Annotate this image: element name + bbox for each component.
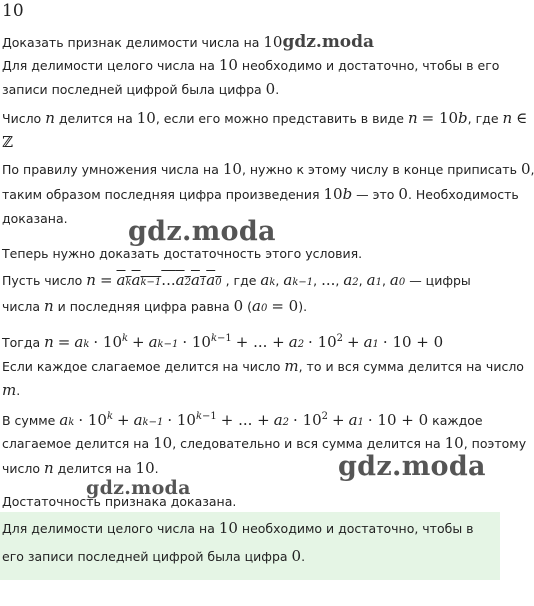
proof-line-9b: m. xyxy=(2,381,21,399)
proof-line-12: число n делится на 10. xyxy=(2,459,159,477)
proof-line-9: Если каждое слагаемое делится на число m, то и вся сумма делится на число xyxy=(2,357,524,375)
conclusion-line-2: его записи последней цифрой была цифра 0. xyxy=(2,547,306,565)
proof-line-11: слагаемое делится на 10, следовательно и вся сумма делится на 10, поэтому xyxy=(2,434,527,452)
task-title: Доказать признак делимости числа на 10gdz.moda xyxy=(2,32,375,52)
proof-line-3: таким образом последняя цифра произведения 10b — это 0. Необходимость xyxy=(2,185,519,203)
conclusion-line-1: Для делимости целого числа на 10 необходимо и достаточно, чтобы в xyxy=(2,519,474,537)
proof-line-4: доказана. xyxy=(2,211,68,226)
proof-line-5: Теперь нужно доказать достаточность этого условия. xyxy=(2,246,363,261)
task-number: 10 xyxy=(2,1,24,21)
proof-line-8: Тогда n = ak · $10^k + ak-1 \cdot 10^{k-1}$ + ... + $a2 \cdot 10^2 + a1 \cdot 10 + 0$ xyxy=(2,333,444,351)
proof-line-10: В сумме ak · $10^k + ak-1 \cdot 10^{k-1}$ + ... + $a2 \cdot 10^2 + a1 \cdot 10 + 0$ каждое xyxy=(2,411,483,429)
proof-line-6: Пусть число n = akak−1...a2a1a0 , где ak, ak−1, ..., a2, a1, a0 — цифры xyxy=(2,271,471,289)
proof-line-1b: ℤ xyxy=(2,133,13,151)
watermark: gdz.moda xyxy=(128,216,276,247)
statement-line-1: Для делимости целого числа на 10 необходимо и достаточно, чтобы в его xyxy=(2,56,500,74)
proof-line-2: По правилу умножения числа на 10, нужно к этому числу в конце приписать 0 xyxy=(2,160,531,178)
statement-line-2: записи последней цифрой была цифра 0. xyxy=(2,80,280,98)
proof-line-13: Достаточность признака доказана. xyxy=(2,494,237,509)
watermark: gdz.moda xyxy=(338,451,486,482)
proof-line-1: Число n делится на 10, если его можно представить в виде n = 10b, где n ∈ xyxy=(2,109,528,127)
proof-line-7: числа n и последняя цифра равна 0 (a0 = 0). xyxy=(2,297,308,315)
watermark: gdz.moda xyxy=(86,477,191,499)
